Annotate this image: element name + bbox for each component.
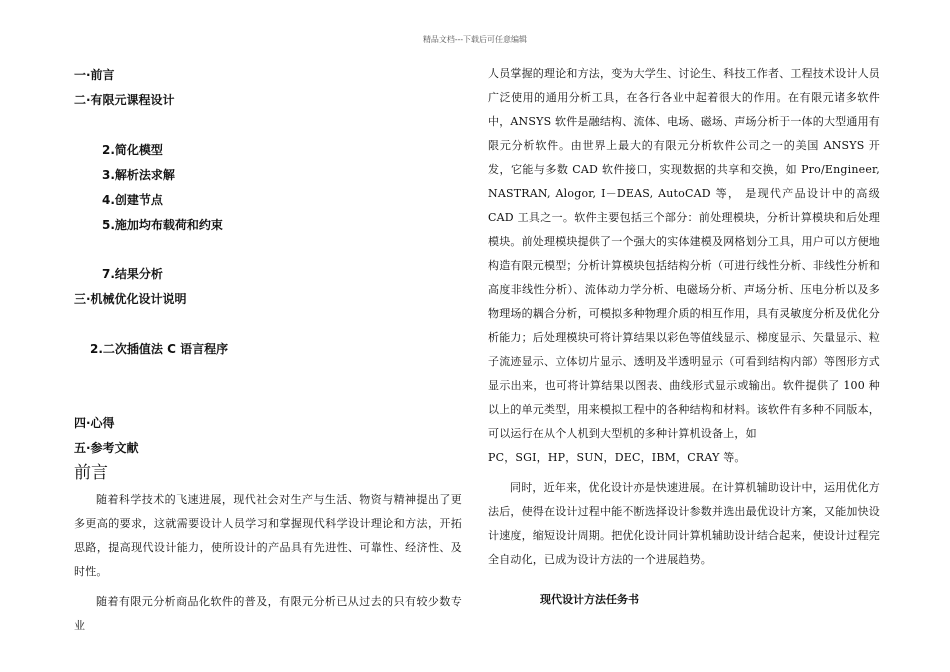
- ansys-paragraph-tail: PC，SGI，HP，SUN，DEC，IBM，CRAY 等。: [488, 451, 746, 464]
- toc-item-result-analysis: 7.结果分析: [102, 267, 163, 281]
- ansys-paragraph: 人员掌握的理论和方法，变为大学生、讨论生、科技工作者、工程技术设计人员广泛使用的通用分析工具，在各行各业中起着很大的作用。在有限元诸多软件中，ANSYS 软件是融结构、流体、电场、磁场、声场分析于一体的大型通用有限元分析软件。由世界上最大的有限元分析软件公司之一的美国 ANSYS 开发，它能与多数 CAD 软件接口，实现数据的共享和交换，如 Pro/Engineer, NASTRAN, Alogor, I－DEAS, AutoCAD 等， 是现代产品设计中的高级 CAD 工具之一。软件主要包括三个部分：前处理模块，分析计算模块和后处理模块。前处理模块提供了一个强大的实体建模及网格划分工具，用户可以方便地构造有限元模型；分析计算模块包括结构分析（可进行线性分析、非线性分析和高度非线性分析）、流体动力学分析、电磁场分析、声场分析、压电分析以及多物理场的耦合分析，可模拟多种物理介质的相互作用，具有灵敏度分析及优化分析能力；后处理模块可将计算结果以彩色等值线显示、梯度显示、矢量显示、粒子流迹显示、立体切片显示、透明及半透明显示（可看到结构内部）等图形方式显示出来，也可将计算结果以图表、曲线形式显示或输出。软件提供了 100 种以上的单元类型，用来模拟工程中的各种结构和材料。该软件有多种不同版本，可以运行在从个人机到大型机的多种计算机设备上，如: [488, 67, 880, 440]
- toc-item-analytic-solution: 3.解析法求解: [102, 168, 175, 182]
- toc-item-loads-constraints: 5.施加均布载荷和约束: [102, 218, 223, 232]
- page-header: 精品文档---下载后可任意编辑: [422, 35, 528, 44]
- preface-section: [74, 462, 462, 638]
- toc-item-reflection: 四·心得: [74, 416, 115, 430]
- toc-item-preface: 一·前言: [74, 68, 115, 82]
- preface-paragraph-1: 随着科学技术的飞速进展，现代社会对生产与生活、物资与精神提出了更多更高的要求，这就需要设计人员学习和掌握现代科学设计理论和方法，开拓思路，提高现代设计能力，使所设计的产品具有先进性、可靠性、经济性、及时性。: [74, 493, 462, 578]
- toc-item-c-program: 2.二次插值法 C 语言程序: [90, 342, 229, 356]
- preface-paragraph-2: 随着有限元分析商品化软件的普及，有限元分析已从过去的只有较少数专业: [74, 595, 462, 632]
- toc-item-create-nodes: 4.创建节点: [102, 193, 163, 207]
- optimization-paragraph: 同时，近年来，优化设计亦是快速进展。在计算机辅助设计中，运用优化方法后，使得在设计过程中能不断选择设计参数并选出最优设计方案，又能加快设计速度，缩短设计周期。把优化设计同计算机辅助设计结合起来，使设计过程完全自动化，已成为设计方法的一个进展趋势。: [488, 481, 880, 566]
- toc-item-fea-design: 二·有限元课程设计: [74, 93, 175, 107]
- toc-item-optimization: 三·机械优化设计说明: [74, 292, 187, 306]
- toc-item-simplified-model: 2.简化模型: [102, 143, 163, 157]
- toc-item-references: 五·参考文献: [74, 441, 139, 455]
- task-book-title: 现代设计方法任务书: [540, 593, 639, 606]
- right-column: [488, 62, 880, 572]
- preface-title: 前言: [74, 463, 108, 483]
